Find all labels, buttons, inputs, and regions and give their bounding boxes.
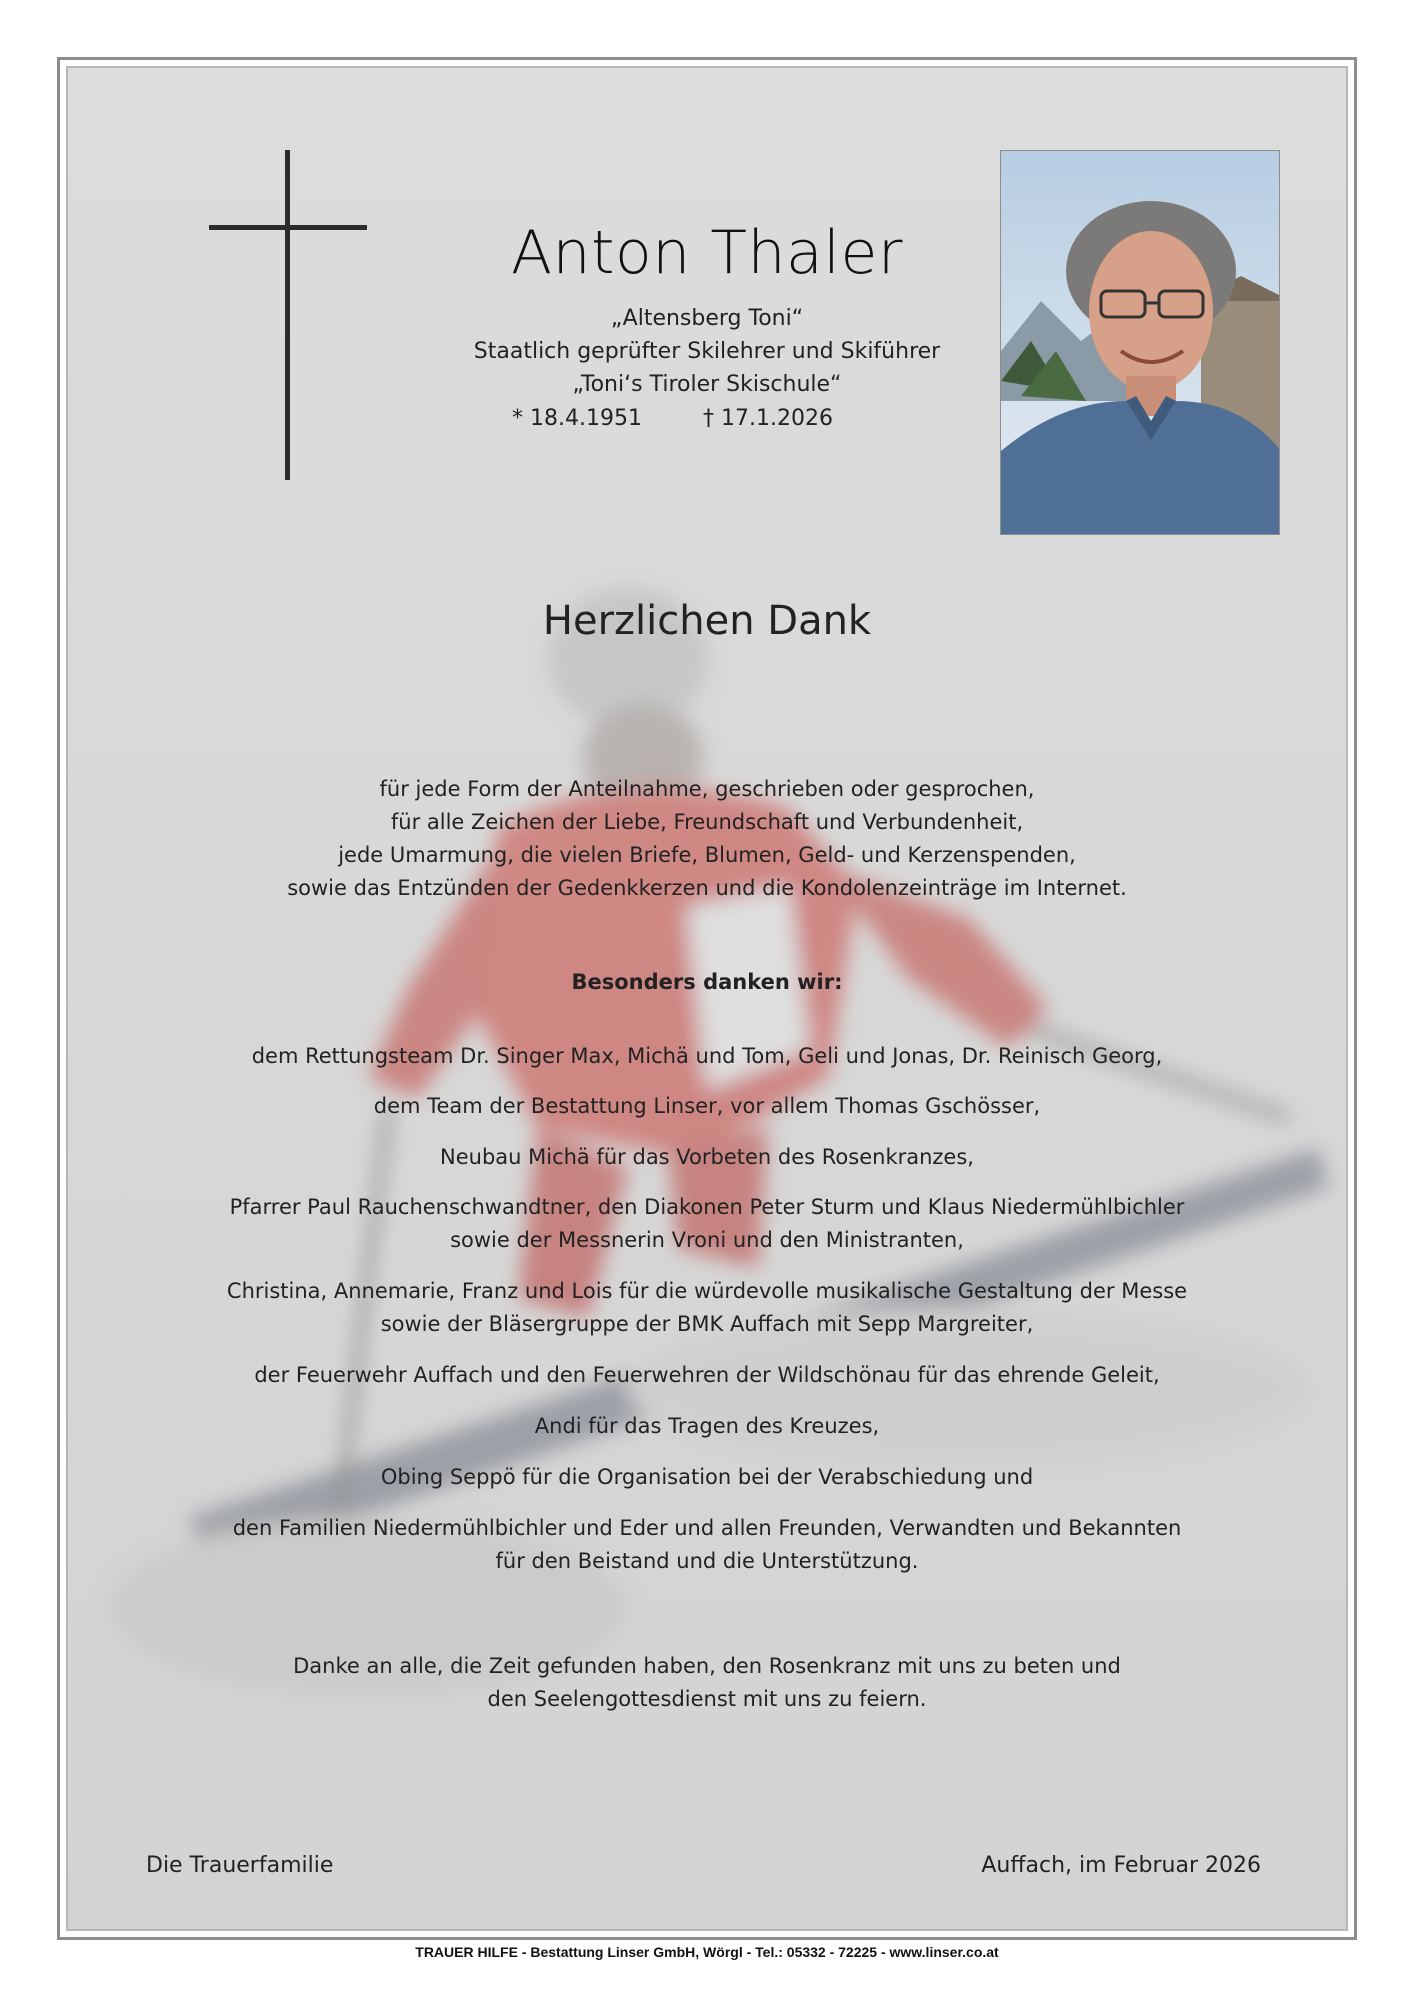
signature-family: Die Trauerfamilie (146, 1853, 334, 1878)
death-date: † 17.1.2026 (703, 406, 833, 431)
thanks-item (0, 1410, 1414, 1443)
item-line: Andi für das Tragen des Kreuzes, (534, 1414, 880, 1438)
profession: Staatlich geprüfter Skilehrer und Skiführer (473, 339, 941, 364)
thanks-item (0, 1141, 1414, 1174)
ski-school: „Toni‘s Tiroler Skischule“ (572, 372, 842, 397)
thanks-item (0, 1090, 1414, 1123)
item-line: den Familien Niedermühlbichler und Eder und allen Freunden, Verwandten und Bekannten (232, 1516, 1182, 1540)
item-line: sowie der Messnerin Vroni und den Ministranten, (450, 1228, 964, 1252)
item-line: dem Rettungsteam Dr. Singer Max, Michä und Tom, Geli und Jonas, Dr. Reinisch Georg, (251, 1044, 1163, 1068)
item-line: für den Beistand und die Unterstützung. (495, 1549, 919, 1573)
deceased-name: Anton Thaler (510, 218, 904, 288)
thanks-title: Herzlichen Dank (542, 598, 872, 644)
closing-paragraph (0, 1650, 1414, 1716)
thanks-item (0, 1461, 1414, 1494)
especially-heading: Besonders danken wir: (571, 970, 843, 994)
thanks-item (0, 1191, 1414, 1257)
paragraph-line: für alle Zeichen der Liebe, Freundschaft und Verbundenheit, (390, 810, 1024, 834)
item-line: Christina, Annemarie, Franz und Lois für die würdevolle musikalische Gestaltung der Messe (226, 1279, 1188, 1303)
item-line: Obing Seppö für die Organisation bei der Verabschiedung und (380, 1465, 1034, 1489)
item-line: dem Team der Bestattung Linser, vor allem Thomas Gschösser, (373, 1094, 1041, 1118)
thanks-item (0, 1040, 1414, 1073)
paragraph-line: für jede Form der Anteilnahme, geschrieben oder gesprochen, (379, 777, 1035, 801)
nickname: „Altensberg Toni“ (610, 306, 804, 331)
thanks-item (0, 1512, 1414, 1578)
footer-imprint: TRAUER HILFE - Bestattung Linser GmbH, Wörgl - Tel.: 05332 - 72225 - www.linser.co.at (415, 1944, 999, 1960)
item-line: Neubau Michä für das Vorbeten des Rosenkranzes, (440, 1145, 974, 1169)
item-line: sowie der Bläsergruppe der BMK Auffach mit Sepp Margreiter, (380, 1312, 1034, 1336)
paragraph-line: sowie das Entzünden der Gedenkkerzen und die Kondolenzeinträge im Internet. (287, 876, 1127, 900)
item-line: Pfarrer Paul Rauchenschwandtner, den Diakonen Peter Sturm und Klaus Niedermühlbichler (229, 1195, 1185, 1219)
closing-line: den Seelengottesdienst mit uns zu feiern. (487, 1687, 927, 1711)
item-line: der Feuerwehr Auffach und den Feuerwehren der Wildschönau für das ehrende Geleit, (254, 1363, 1160, 1387)
thanks-paragraph (0, 773, 1414, 905)
thanks-item (0, 1359, 1414, 1392)
thanks-item (0, 1275, 1414, 1341)
signature-place-date: Auffach, im Februar 2026 (981, 1853, 1261, 1878)
closing-line: Danke an alle, die Zeit gefunden haben, den Rosenkranz mit uns zu beten und (293, 1654, 1121, 1678)
paragraph-line: jede Umarmung, die vielen Briefe, Blumen, Geld- und Kerzenspenden, (338, 843, 1076, 867)
birth-date: * 18.4.1951 (512, 406, 642, 431)
